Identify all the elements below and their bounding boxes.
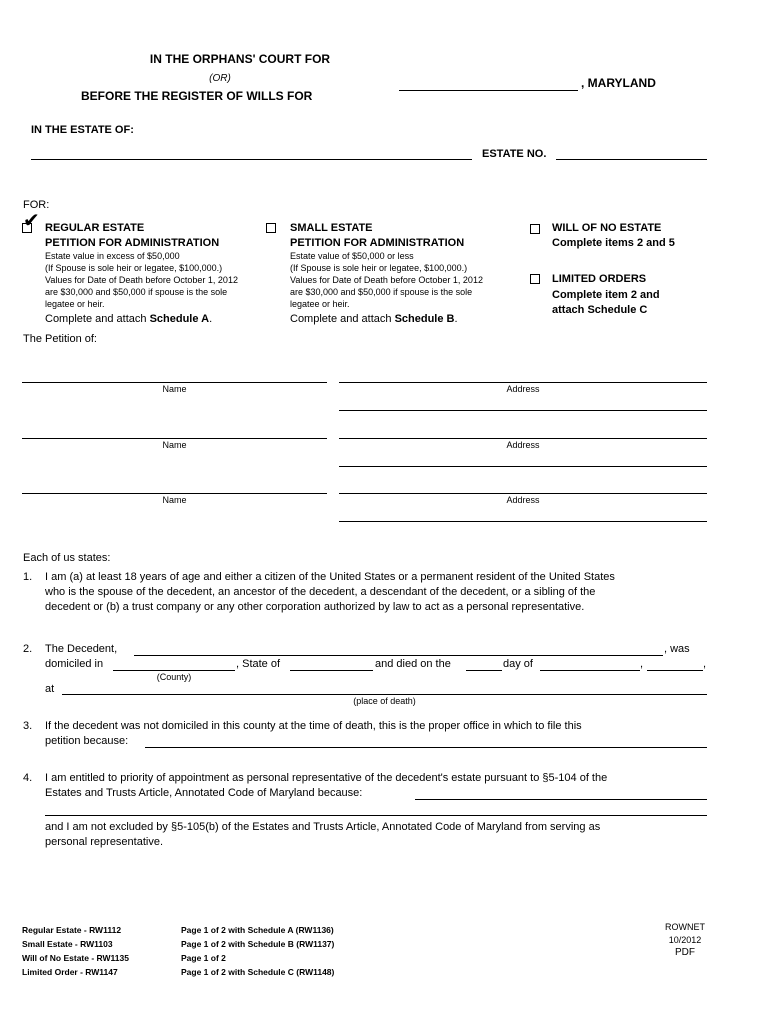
- improper-office-reason-field[interactable]: [145, 747, 707, 748]
- comma-label: ,: [640, 658, 644, 670]
- footer-form-will: Will of No Estate - RW1135: [22, 953, 129, 963]
- priority-reason-field[interactable]: [415, 799, 707, 800]
- attach-suffix: .: [209, 313, 213, 325]
- limited-orders-note-1: Complete item 2 and: [552, 289, 660, 301]
- petitioner-2-address-label: Address: [506, 440, 540, 450]
- maryland-label: , MARYLAND: [581, 76, 656, 90]
- checkmark-icon: ✔: [23, 210, 40, 232]
- limited-orders-note-2: attach Schedule C: [552, 304, 648, 316]
- estate-no-field[interactable]: [556, 159, 707, 160]
- footer-page-will: Page 1 of 2: [181, 953, 226, 963]
- petitioner-2-name-field[interactable]: [22, 438, 327, 439]
- death-month-field[interactable]: [540, 670, 640, 671]
- will-no-estate-note: Complete items 2 and 5: [552, 237, 675, 249]
- footer-rownet: ROWNET: [665, 922, 705, 932]
- decedent-label: The Decedent,: [45, 643, 118, 655]
- estate-name-field[interactable]: [31, 159, 472, 160]
- domicile-state-field[interactable]: [290, 670, 373, 671]
- place-of-death-label: (place of death): [353, 696, 416, 706]
- small-desc-1: Estate value of $50,000 or less: [290, 251, 414, 261]
- footer-pdf: PDF: [675, 947, 695, 958]
- item-2-number: 2.: [23, 643, 33, 655]
- was-label: , was: [664, 643, 690, 655]
- footer-page-limited: Page 1 of 2 with Schedule C (RW1148): [181, 967, 335, 977]
- regular-desc-4: are $30,000 and $50,000 if spouse is the sole: [45, 287, 228, 297]
- regular-desc-1: Estate value in excess of $50,000: [45, 251, 180, 261]
- regular-estate-title: REGULAR ESTATE: [45, 222, 145, 234]
- petitioner-2-address-line-2[interactable]: [339, 466, 707, 467]
- regular-attach-note: [45, 313, 212, 325]
- small-desc-4: are $30,000 and $50,000 if spouse is the sole: [290, 287, 473, 297]
- will-no-estate-title: WILL OF NO ESTATE: [552, 222, 662, 234]
- death-year-field[interactable]: [647, 670, 703, 671]
- county-field[interactable]: [399, 90, 578, 91]
- comma-label-2: ,: [703, 658, 707, 670]
- for-label: FOR:: [23, 199, 50, 211]
- petitioner-2-name-label: Name: [162, 440, 187, 450]
- item-1-line-1: I am (a) at least 18 years of age and either a citizen of the United States or a permanent resident of the United States: [45, 571, 615, 583]
- domicile-county-field[interactable]: [113, 670, 235, 671]
- item-4-line-2: Estates and Trusts Article, Annotated Code of Maryland because:: [45, 787, 363, 799]
- item-4-number: 4.: [23, 772, 33, 784]
- in-estate-of-label: IN THE ESTATE OF:: [31, 124, 134, 136]
- schedule-a-label: Schedule A: [149, 313, 210, 325]
- schedule-b-label: Schedule B: [394, 313, 455, 325]
- small-desc-5: legatee or heir.: [290, 299, 350, 309]
- footer-page-small: Page 1 of 2 with Schedule B (RW1137): [181, 939, 335, 949]
- died-on-label: and died on the: [375, 658, 451, 670]
- petitioner-2-address-field[interactable]: [339, 438, 707, 439]
- petitioner-1-name-label: Name: [162, 384, 187, 394]
- item-4-line-4: personal representative.: [45, 836, 164, 848]
- county-label: (County): [156, 672, 192, 682]
- small-estate-title: SMALL ESTATE: [290, 222, 373, 234]
- petitioner-3-name-field[interactable]: [22, 493, 327, 494]
- small-attach-note: [290, 313, 458, 325]
- item-3-line-2: petition because:: [45, 735, 129, 747]
- or-label: (OR): [209, 73, 231, 84]
- court-title: IN THE ORPHANS' COURT FOR: [149, 52, 331, 66]
- footer-page-regular: Page 1 of 2 with Schedule A (RW1136): [181, 925, 334, 935]
- estate-no-label: ESTATE NO.: [482, 148, 547, 160]
- petitioner-1-name-field[interactable]: [22, 382, 327, 383]
- footer-date: 10/2012: [668, 935, 702, 945]
- register-title: BEFORE THE REGISTER OF WILLS FOR: [81, 89, 313, 103]
- small-estate-checkbox[interactable]: [266, 223, 276, 233]
- petitioner-3-name-label: Name: [162, 495, 187, 505]
- limited-orders-checkbox[interactable]: [530, 274, 540, 284]
- regular-desc-3: Values for Date of Death before October 1, 2012: [45, 275, 238, 285]
- petitioner-1-address-field[interactable]: [339, 382, 707, 383]
- item-4-line-1: I am entitled to priority of appointment as personal representative of the decedent's estate pursuant to §5-104 of the: [45, 772, 608, 784]
- item-3-line-1: If the decedent was not domiciled in this county at the time of death, this is the proper office in which to file this: [45, 720, 582, 732]
- small-desc-2: (If Spouse is sole heir or legatee, $100,000.): [290, 263, 468, 273]
- petitioner-3-address-line-2[interactable]: [339, 521, 707, 522]
- small-estate-subtitle: PETITION FOR ADMINISTRATION: [290, 237, 465, 249]
- regular-desc-2: (If Spouse is sole heir or legatee, $100,000.): [45, 263, 223, 273]
- item-4-line-3: and I am not excluded by §5-105(b) of the Estates and Trusts Article, Annotated Code of Maryland from serving as: [45, 821, 601, 833]
- place-of-death-field[interactable]: [62, 694, 707, 695]
- attach-prefix: Complete and attach: [45, 313, 150, 325]
- limited-orders-title: LIMITED ORDERS: [552, 273, 647, 285]
- attach-suffix: .: [454, 313, 458, 325]
- statements-intro: Each of us states:: [23, 552, 111, 564]
- item-3-number: 3.: [23, 720, 33, 732]
- death-day-field[interactable]: [466, 670, 502, 671]
- petitioner-1-address-label: Address: [506, 384, 540, 394]
- state-of-label: , State of: [236, 658, 281, 670]
- petitioner-3-address-label: Address: [506, 495, 540, 505]
- item-1-number: 1.: [23, 571, 33, 583]
- item-1-line-3: decedent or (b) a trust company or any other corporation authorized by law to act as a personal representative.: [45, 601, 585, 613]
- decedent-name-field[interactable]: [134, 655, 663, 656]
- regular-estate-subtitle: PETITION FOR ADMINISTRATION: [45, 237, 220, 249]
- at-label: at: [45, 683, 55, 695]
- petitioner-3-address-field[interactable]: [339, 493, 707, 494]
- attach-prefix: Complete and attach: [290, 313, 395, 325]
- item-1-line-2: who is the spouse of the decedent, an ancestor of the decedent, a descendant of the decedent, or a sibling of the: [45, 586, 596, 598]
- priority-reason-field-2[interactable]: [45, 815, 707, 816]
- domiciled-in-label: domiciled in: [45, 658, 104, 670]
- day-of-label: day of: [503, 658, 533, 670]
- regular-desc-5: legatee or heir.: [45, 299, 105, 309]
- footer-form-regular: Regular Estate - RW1112: [22, 925, 122, 935]
- petitioner-1-address-line-2[interactable]: [339, 410, 707, 411]
- footer-form-small: Small Estate - RW1103: [22, 939, 113, 949]
- small-desc-3: Values for Date of Death before October 1, 2012: [290, 275, 483, 285]
- footer-form-limited: Limited Order - RW1147: [22, 967, 118, 977]
- will-no-estate-checkbox[interactable]: [530, 224, 540, 234]
- petition-of-label: The Petition of:: [23, 333, 97, 345]
